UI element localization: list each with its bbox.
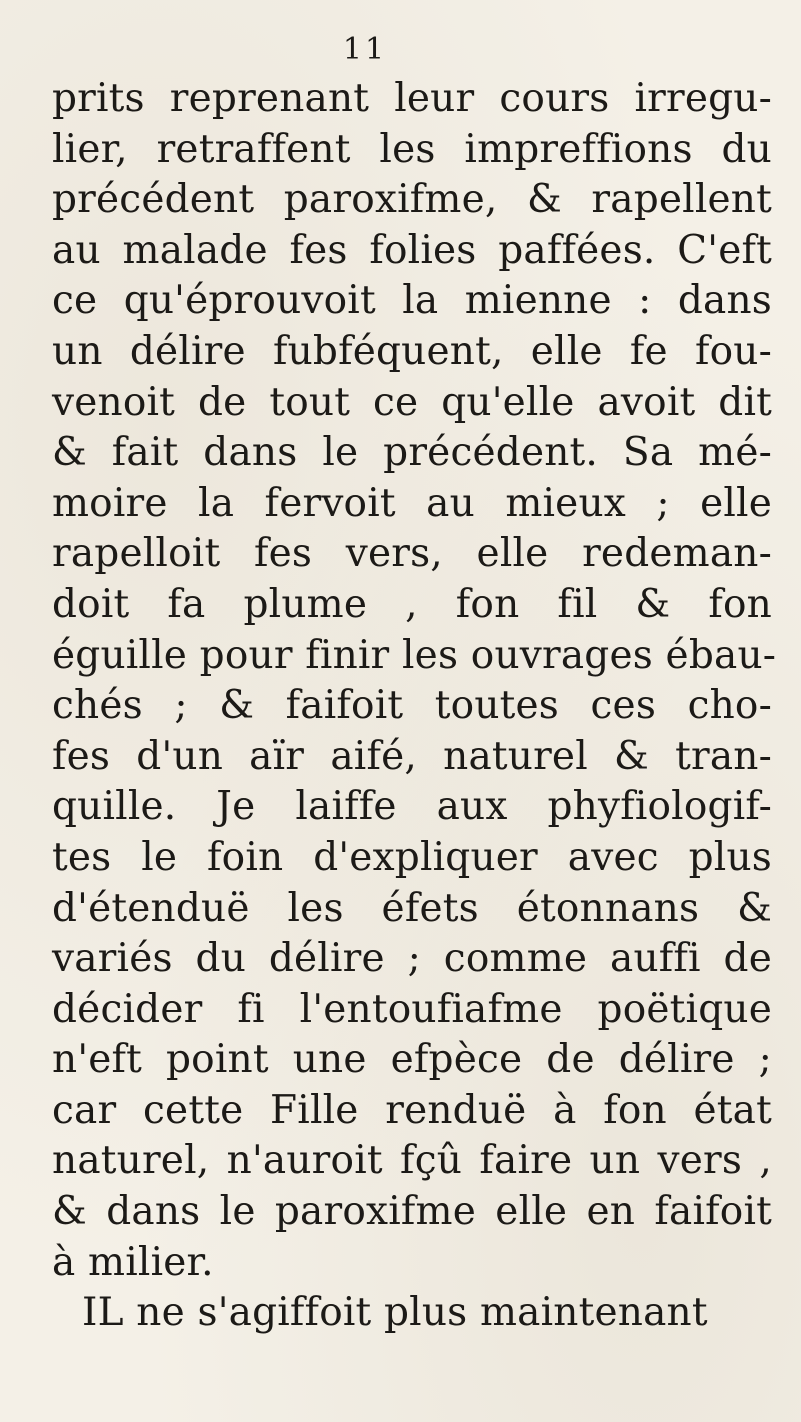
text-line: variés du délire ; comme auffi de bbox=[52, 936, 772, 982]
text-line: IL ne s'agiffoit plus maintenant bbox=[82, 1290, 708, 1336]
text-line: à milier. bbox=[52, 1239, 214, 1285]
text-line: ce qu'éprouvoit la mienne : dans bbox=[52, 278, 772, 324]
text-line: au malade fes folies paffées. C'eft bbox=[52, 227, 772, 273]
text-line: venoit de tout ce qu'elle avoit dit bbox=[52, 379, 772, 425]
text-line: chés ; & faifoit toutes ces cho- bbox=[52, 683, 772, 729]
text-line: éguille pour finir les ouvrages ébau- bbox=[52, 632, 777, 678]
text-line: naturel, n'auroit fçû faire un vers , bbox=[52, 1138, 772, 1184]
text-line: doit fa plume , fon fil & fon bbox=[52, 581, 772, 627]
text-line: & fait dans le précédent. Sa mé- bbox=[52, 430, 772, 476]
text-line: lier, retraffent les impreffions du bbox=[52, 126, 772, 172]
page-number: 11 bbox=[342, 32, 388, 67]
text-line: d'étenduë les éfets étonnans & bbox=[52, 885, 772, 931]
text-line: n'eft point une efpèce de délire ; bbox=[52, 1037, 772, 1083]
text-line: tes le foin d'expliquer avec plus bbox=[52, 834, 772, 880]
text-line: & dans le paroxifme elle en faifoit bbox=[52, 1189, 772, 1235]
text-line: moire la fervoit au mieux ; elle bbox=[52, 480, 772, 526]
text-line: prits reprenant leur cours irregu- bbox=[52, 76, 772, 121]
text-line: un délire fubféquent, elle fe fou- bbox=[52, 328, 772, 374]
text-line: quille. Je laiffe aux phyfiologif- bbox=[52, 784, 772, 830]
body-text bbox=[52, 74, 777, 1339]
text-line: car cette Fille renduë à fon état bbox=[52, 1087, 772, 1133]
text-line: fes d'un aïr aifé, naturel & tran- bbox=[52, 733, 772, 779]
text-line: décider fi l'entoufiafme poëtique bbox=[52, 986, 772, 1032]
text-line: rapelloit fes vers, elle redeman- bbox=[52, 531, 772, 577]
text-line: précédent paroxifme, & rapellent bbox=[52, 177, 772, 223]
